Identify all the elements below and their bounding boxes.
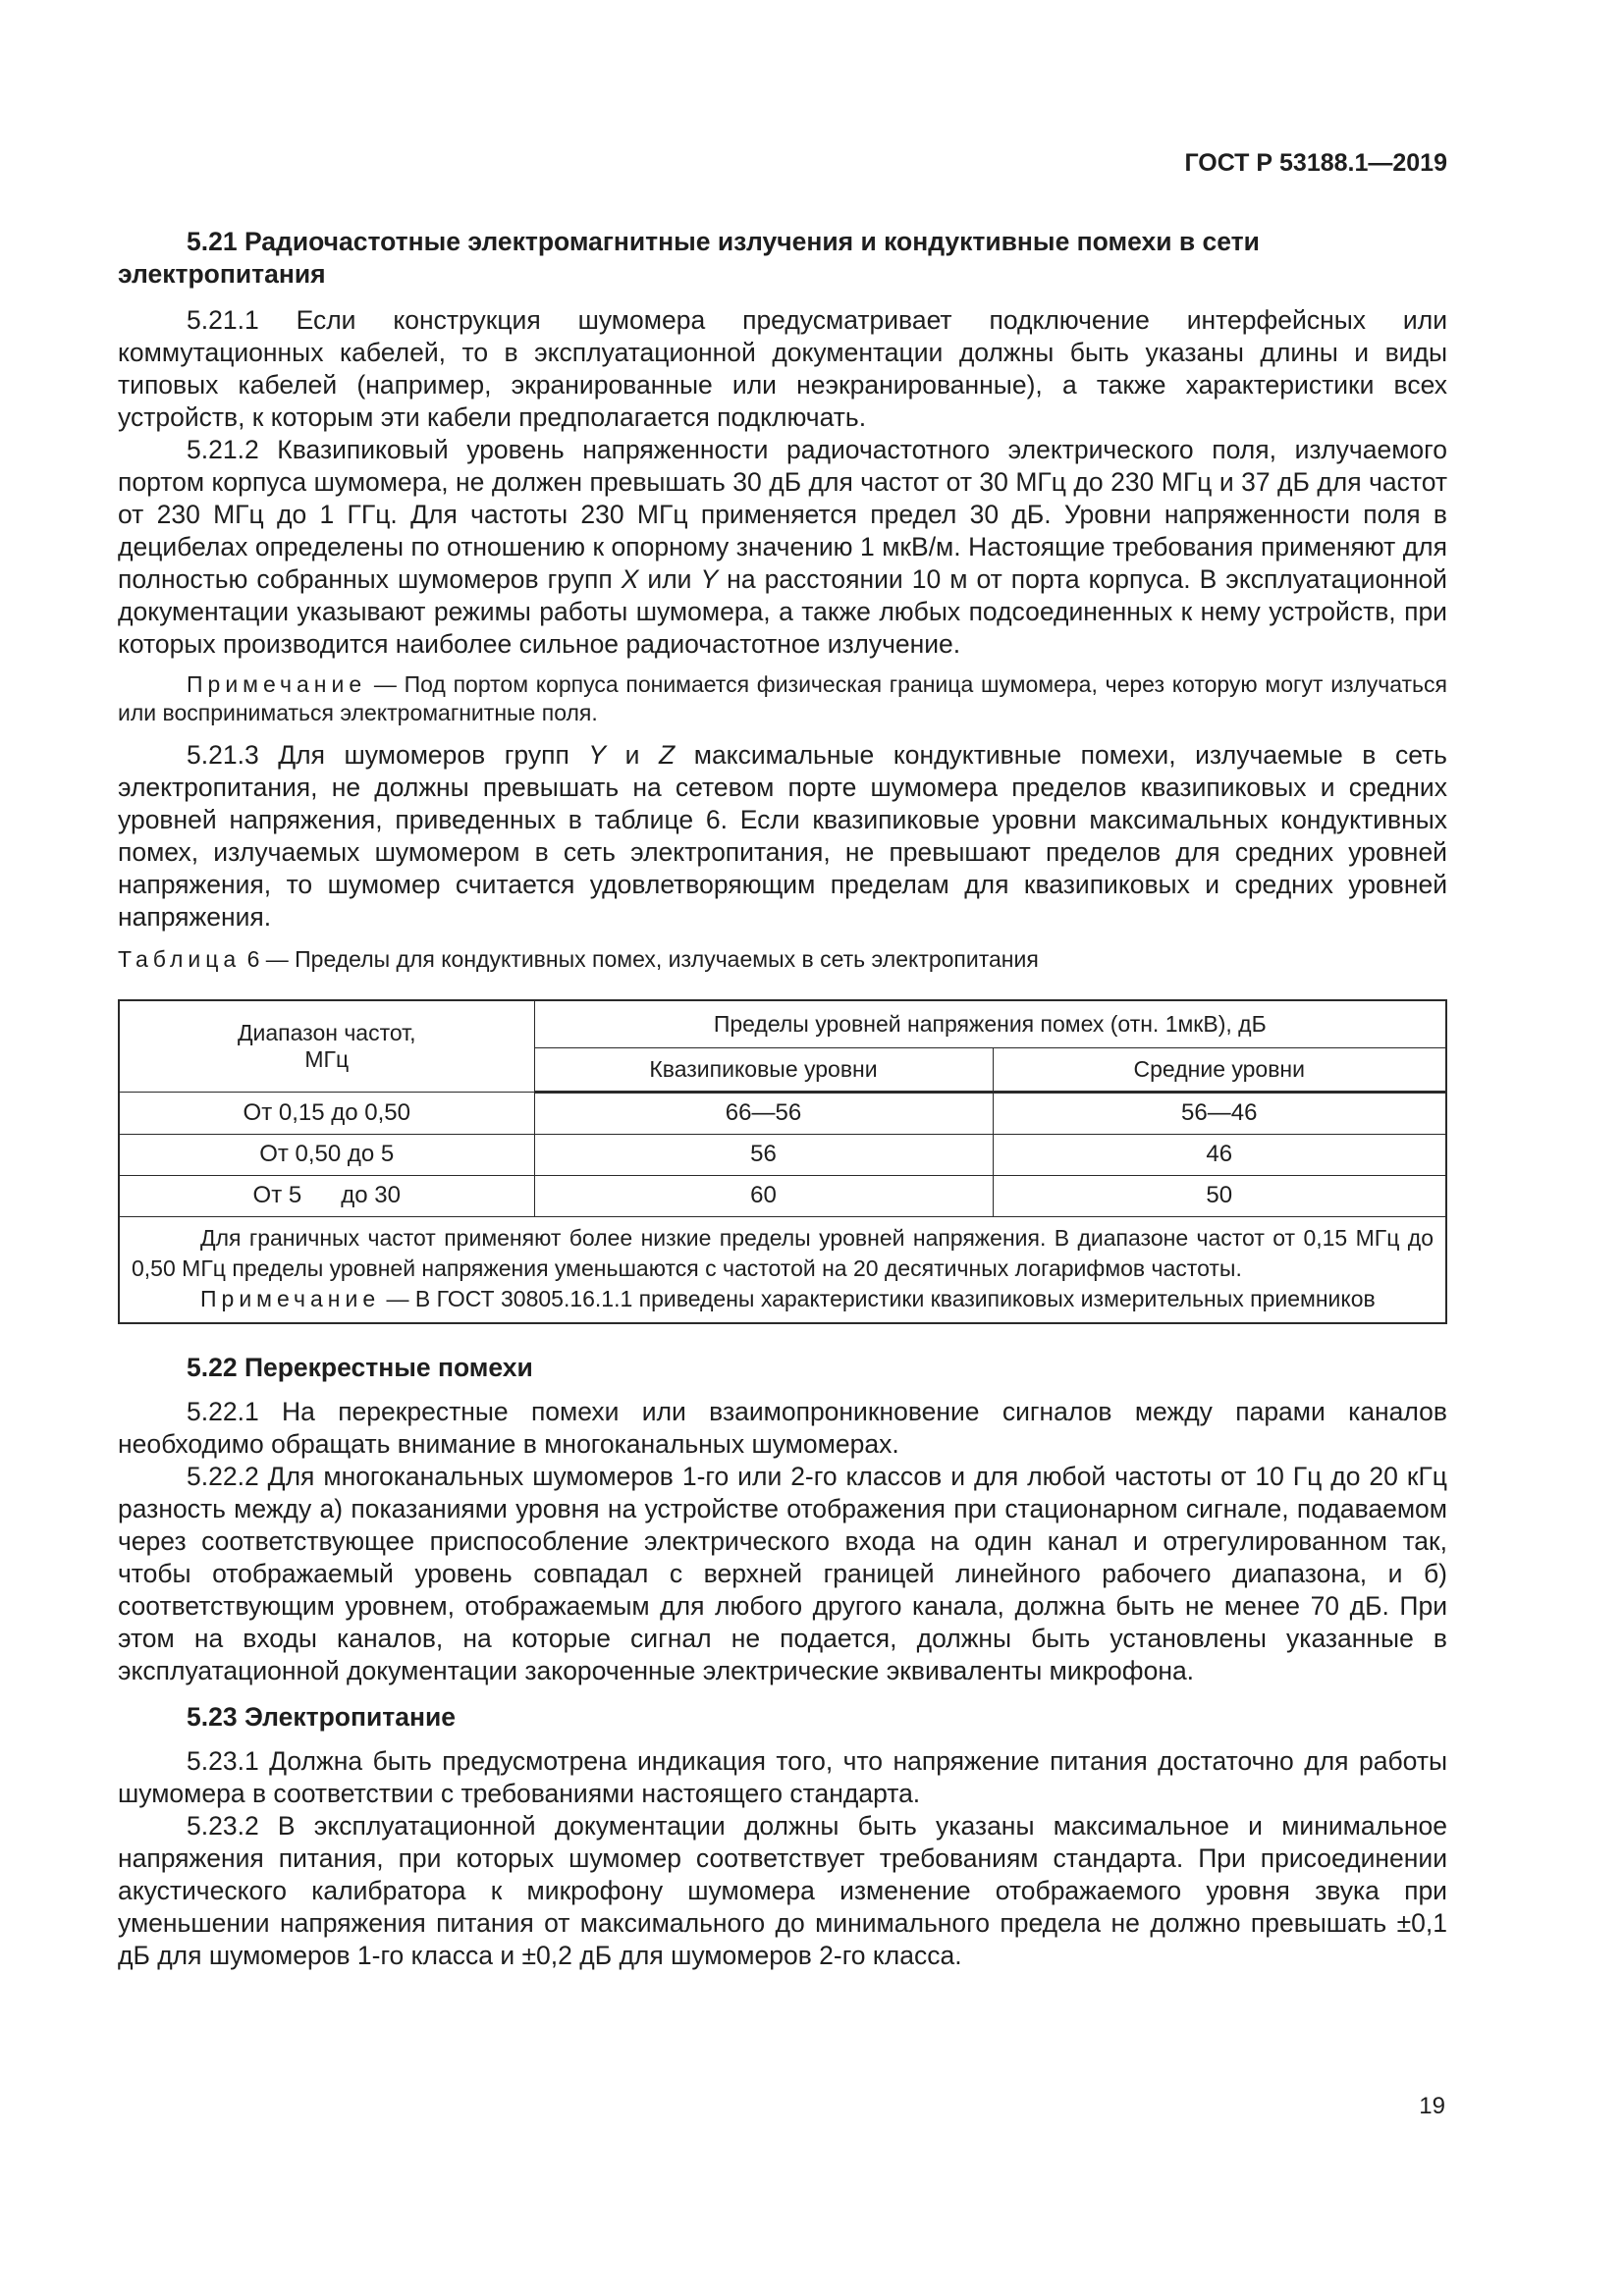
cell-avg: 46 xyxy=(993,1134,1446,1175)
limits-table xyxy=(118,999,1447,1324)
header-quasi-peak: Квазипиковые уровни xyxy=(534,1047,993,1092)
header-average: Средние уровни xyxy=(993,1047,1446,1092)
cell-range: От 5 до 30 xyxy=(119,1175,534,1216)
section-title-5-23: 5.23 Электропитание xyxy=(187,1701,457,1732)
table-header-row xyxy=(119,1000,1446,1047)
cell-avg: 56—46 xyxy=(993,1092,1446,1134)
page-number: 19 xyxy=(1419,2093,1445,2119)
section-title-5-21: 5.21 Радиочастотные электромагнитные излучения и кондуктивные помехи в сети электропитания xyxy=(118,227,1260,289)
group-y: Y xyxy=(700,564,719,594)
header-frequency-range: Диапазон частот, МГц xyxy=(119,1000,534,1092)
cell-quasi: 66—56 xyxy=(534,1092,993,1134)
table-footnote-row xyxy=(119,1216,1446,1323)
table-footnote xyxy=(119,1216,1446,1323)
table-caption-text: 6 — Пределы для кондуктивных помех, излучаемых в сеть электропитания xyxy=(241,946,1039,972)
group-y: Y xyxy=(588,740,607,770)
table-row xyxy=(119,1092,1446,1134)
paragraph-text: на расстоянии 10 м от порта корпуса. В эксплуатационной документации указывают режимы работы шумомера, а также любых подсоединенных к нему устройств, при которых производится наиболее сильное радиочастотное излучение. xyxy=(118,564,1447,659)
note-5-21 xyxy=(118,670,1447,727)
note-label: Примечание xyxy=(187,671,367,697)
cell-avg: 50 xyxy=(993,1175,1446,1216)
paragraph-text: или xyxy=(638,564,701,594)
paragraph-5-22-2: 5.22.2 Для многоканальных шумомеров 1-го или 2-го классов и для любой частоты от 10 Гц до 20 кГц разность между а) показаниями уровня на устройстве отображения при стационарном сигнале, подаваемом через соответствующее приспособление электрического входа на один канал и отрегулированном так, чтобы отображаемый уровень совпадал с верхней границей линейного рабочего диапазона, и б) соответствующим уровнем, отображаемым для любого другого канала, должна быть не менее 70 дБ. При этом на входы каналов, на которые сигнал не подается, должны быть установлены указанные в эксплуатационной документации закороченные электрические эквиваленты микрофона. xyxy=(118,1461,1447,1685)
table-caption xyxy=(118,945,1447,974)
cell-range: От 0,15 до 0,50 xyxy=(119,1092,534,1134)
cell-range: От 0,50 до 5 xyxy=(119,1134,534,1175)
paragraph-text: 5.21.2 Квазипиковый уровень напряженности радиочастотного электрического поля, излучаемого портом корпуса шумомера, не должен превышать 30 дБ для частот от 30 МГц до 230 МГц и 37 дБ для частот от 230 МГц до 1 ГГц. Для частоты 230 МГц применяется предел 30 дБ. Уровни напряженности поля в децибелах определены по отношению к опорному значению 1 мкВ/м. Настоящие требования применяют для полностью собранных шумомеров групп xyxy=(118,435,1447,594)
page-content xyxy=(118,226,1447,1972)
paragraph-text: 5.21.3 Для шумомеров групп xyxy=(187,740,589,770)
header-voltage-limits: Пределы уровней напряжения помех (отн. 1мкВ), дБ xyxy=(534,1000,1446,1047)
note-text: — Под портом корпуса понимается физическая граница шумомера, через которую могут излучаться или восприниматься электромагнитные поля. xyxy=(118,671,1447,725)
table-caption-label: Таблица xyxy=(118,946,242,972)
table-row xyxy=(119,1175,1446,1216)
table-row xyxy=(119,1134,1446,1175)
note-text: — В ГОСТ 30805.16.1.1 приведены характеристики квазипиковых измерительных приемников xyxy=(380,1285,1376,1311)
paragraph-5-22-1: 5.22.1 На перекрестные помехи или взаимопроникновение сигналов между парами каналов необходимо обращать внимание в многоканальных шумомерах. xyxy=(118,1396,1447,1459)
paragraph-text: и xyxy=(606,740,659,770)
paragraph-5-21-1: 5.21.1 Если конструкция шумомера предусматривает подключение интерфейсных или коммутационных кабелей, то в эксплуатационной документации должны быть указаны длины и виды типовых кабелей (например, экранированные или неэкранированные), а также характеристики всех устройств, к которым эти кабели предполагается подключать. xyxy=(118,305,1447,432)
cell-quasi: 60 xyxy=(534,1175,993,1216)
table-note xyxy=(132,1284,1434,1314)
paragraph-5-23-1: 5.23.1 Должна быть предусмотрена индикация того, что напряжение питания достаточно для работы шумомера в соответствии с требованиями настоящего стандарта. xyxy=(118,1745,1447,1808)
paragraph-5-21-2 xyxy=(118,434,1447,661)
paragraph-text: максимальные кондуктивные помехи, излучаемые в сеть электропитания, не должны превышать на сетевом порте шумомера пределов квазипиковых и средних уровней напряжения, приведенных в таблице 6. Если квазипиковые уровни максимальных кондуктивных помех, излучаемых шумомером в сеть электропитания, не превышают пределов для средних уровней напряжения, то шумомер считается удовлетворяющим пределам для квазипиковых и средних уровней напряжения. xyxy=(118,740,1447,932)
group-x: X xyxy=(621,564,639,594)
section-title-5-22: 5.22 Перекрестные помехи xyxy=(187,1352,533,1382)
paragraph-5-23-2: 5.23.2 В эксплуатационной документации должны быть указаны максимальное и минимальное напряжения питания, при которых шумомер соответствует требованиям стандарта. При присоединении акустического калибратора к микрофону шумомера изменение отображаемого уровня звука при уменьшении напряжения питания от максимального до минимального предела не должно превышать ±0,1 дБ для шумомеров 1-го класса и ±0,2 дБ для шумомеров 2-го класса. xyxy=(118,1810,1447,1970)
note-label: Примечание xyxy=(200,1285,381,1311)
paragraph-5-21-3 xyxy=(118,739,1447,934)
cell-quasi: 56 xyxy=(534,1134,993,1175)
table-footnote-text: Для граничных частот применяют более низкие пределы уровней напряжения. В диапазоне частот от 0,15 МГц до 0,50 МГц пределы уровней напряжения уменьшаются с частотой на 20 десятичных логарифмов частоты. xyxy=(132,1224,1434,1281)
group-z: Z xyxy=(658,740,676,770)
standard-header: ГОСТ Р 53188.1—2019 xyxy=(1184,149,1447,177)
